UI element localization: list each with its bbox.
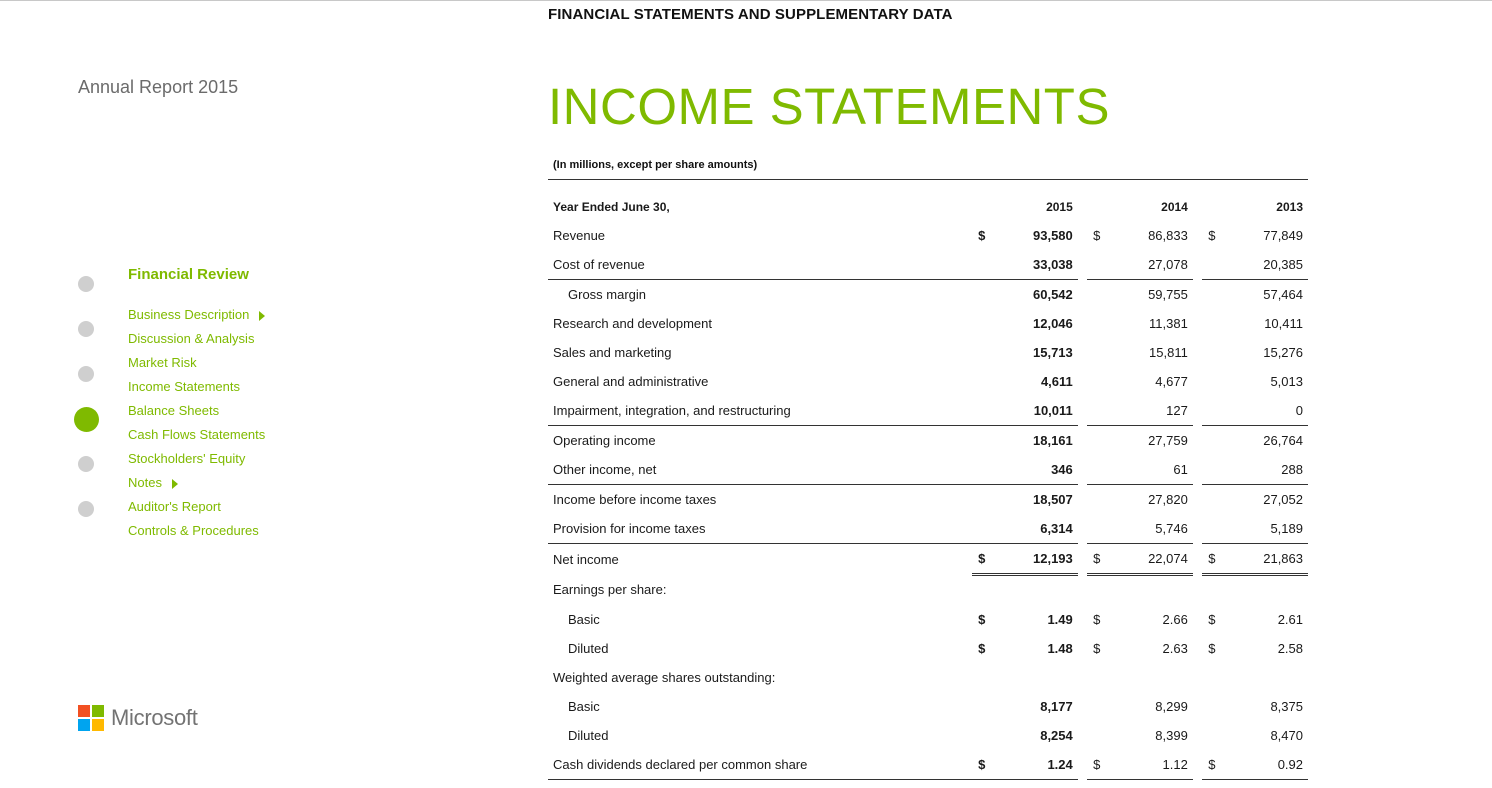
value-2015: 60,542: [991, 280, 1077, 310]
value-2013: 2.58: [1277, 641, 1303, 656]
row-label: Cost of revenue: [553, 257, 645, 272]
page-dot-5[interactable]: [78, 456, 94, 472]
nav-item-market-risk[interactable]: [128, 353, 265, 377]
nav-item-label: Controls & Procedures: [128, 523, 259, 538]
value-2013: 20,385: [1222, 250, 1309, 280]
value-2013: 0: [1222, 396, 1309, 426]
value-2015: 12,046: [1033, 316, 1073, 331]
currency-symbol: $: [972, 544, 991, 575]
table-row-cost-of-revenue: [548, 250, 1308, 280]
value-2014: 4,677: [1155, 374, 1188, 389]
table-row-research-development: [548, 309, 1308, 338]
currency-symbol: $: [1208, 641, 1216, 656]
currency-symbol: $: [1093, 641, 1101, 656]
nav-item-label: Notes: [128, 475, 162, 490]
section-title: FINANCIAL STATEMENTS AND SUPPLEMENTARY DATA: [548, 6, 953, 23]
nav-item-label: Business Description: [128, 307, 250, 322]
currency-symbol: $: [1208, 612, 1216, 627]
table-row-impairment: [548, 396, 1308, 426]
nav-item-label: Discussion & Analysis: [128, 331, 255, 346]
value-2013: 8,470: [1270, 728, 1303, 743]
value-2013: 26,764: [1222, 426, 1309, 456]
row-label: Other income, net: [553, 462, 657, 477]
value-2014: 8,399: [1155, 728, 1188, 743]
table-row-operating-income: [548, 426, 1308, 456]
currency-symbol: $: [972, 750, 991, 780]
nav-item-label: Cash Flows Statements: [128, 427, 266, 442]
page-dot-3[interactable]: [78, 366, 94, 382]
table-row-shares-heading: [548, 663, 1308, 692]
table-row-shares-basic: [548, 692, 1308, 721]
table-row-eps-diluted: [548, 634, 1308, 663]
value-2014: 1.12: [1106, 750, 1192, 780]
triangle-right-icon[interactable]: [172, 479, 178, 489]
value-2013: 0.92: [1222, 750, 1309, 780]
value-2014: 61: [1106, 455, 1192, 485]
divider: [548, 179, 1308, 180]
row-label: Sales and marketing: [553, 345, 672, 360]
value-2015: 33,038: [991, 250, 1077, 280]
year-2014: 2014: [1161, 200, 1188, 214]
value-2013: 8,375: [1270, 699, 1303, 714]
value-2013: 2.61: [1277, 612, 1303, 627]
value-2014: 8,299: [1155, 699, 1188, 714]
nav-item-stockholders-equity[interactable]: [128, 449, 265, 473]
currency-symbol: $: [1202, 544, 1221, 575]
row-label: Net income: [548, 544, 972, 575]
value-2014: 11,381: [1149, 316, 1188, 331]
row-label: Diluted: [568, 728, 609, 743]
table-row-provision-income-taxes: [548, 514, 1308, 544]
currency-symbol: $: [978, 641, 986, 656]
row-label: Income before income taxes: [548, 485, 972, 515]
row-label: Earnings per share:: [553, 582, 667, 598]
value-2015: 93,580: [1033, 228, 1073, 243]
nav-item-label: Balance Sheets: [128, 403, 220, 418]
page-dot-4-active[interactable]: [74, 407, 99, 432]
table-row-net-income: [548, 544, 1308, 575]
sidebar-nav: [128, 305, 265, 545]
table-row-cash-dividends: [548, 750, 1308, 780]
value-2013: 77,849: [1263, 228, 1303, 243]
row-label: Operating income: [548, 426, 972, 456]
header-label: Year Ended June 30,: [553, 200, 670, 214]
value-2015: 18,161: [991, 426, 1077, 456]
value-2015: 4,611: [1040, 374, 1073, 389]
currency-symbol: $: [1087, 750, 1106, 780]
currency-symbol: $: [1093, 612, 1101, 627]
value-2015: 8,254: [1040, 728, 1073, 743]
nav-item-label: Income Statements: [128, 379, 240, 394]
logo-wordmark: Microsoft: [111, 705, 198, 730]
page-dot-6[interactable]: [78, 501, 94, 517]
table-header-row: [548, 193, 1308, 221]
year-2015: 2015: [1046, 200, 1073, 214]
value-2015: 15,713: [1033, 345, 1073, 360]
nav-item-business-description[interactable]: [128, 305, 265, 329]
value-2015: 1.24: [991, 750, 1077, 780]
value-2014: 59,755: [1106, 280, 1192, 310]
table-row-general-administrative: [548, 367, 1308, 396]
value-2014: 5,746: [1106, 514, 1192, 544]
report-name: Annual Report 2015: [78, 77, 239, 97]
windows-logo-icon: [78, 705, 104, 731]
row-label: Revenue: [553, 228, 606, 243]
nav-item-balance-sheets[interactable]: [128, 401, 265, 425]
year-2013: 2013: [1276, 200, 1303, 214]
value-2014: 15,811: [1149, 345, 1188, 360]
value-2014: 22,074: [1106, 544, 1192, 575]
value-2013: 21,863: [1222, 544, 1309, 575]
table-row-shares-diluted: [548, 721, 1308, 750]
table-row-gross-margin: [548, 280, 1308, 310]
page-title: INCOME STATEMENTS: [548, 78, 1110, 135]
currency-symbol: $: [978, 228, 986, 243]
row-label: Cash dividends declared per common share: [548, 750, 972, 780]
currency-symbol: $: [978, 612, 986, 627]
row-label: Impairment, integration, and restructuring: [553, 403, 791, 418]
nav-item-notes[interactable]: [128, 473, 265, 497]
value-2014: 86,833: [1148, 228, 1188, 243]
value-2014: 127: [1106, 396, 1192, 426]
nav-item-label: Market Risk: [128, 355, 197, 370]
income-statement-table: [548, 193, 1308, 780]
value-2013: 10,411: [1264, 316, 1303, 331]
value-2015: 18,507: [991, 485, 1077, 515]
nav-item-cash-flows[interactable]: [128, 425, 265, 449]
value-2013: 27,052: [1222, 485, 1309, 515]
nav-item-discussion-analysis[interactable]: [128, 329, 265, 353]
nav-item-income-statements[interactable]: [128, 377, 265, 401]
value-2013: 15,276: [1263, 345, 1303, 360]
value-2015: 1.49: [1047, 612, 1073, 627]
value-2013: 5,013: [1270, 374, 1303, 389]
value-2014: 27,078: [1106, 250, 1192, 280]
nav-item-auditors-report[interactable]: [128, 497, 265, 521]
value-2013: 57,464: [1222, 280, 1309, 310]
table-row-other-income: [548, 455, 1308, 485]
row-label: Basic: [568, 612, 600, 627]
value-2015: 346: [991, 455, 1077, 485]
value-2015: 6,314: [991, 514, 1077, 544]
value-2015: 10,011: [991, 396, 1077, 426]
nav-item-label: Auditor's Report: [128, 499, 221, 514]
value-2014: 2.66: [1162, 612, 1188, 627]
table-row-eps-heading: [548, 575, 1308, 606]
row-label: Provision for income taxes: [553, 521, 706, 536]
units-note: (In millions, except per share amounts): [553, 159, 758, 171]
table-row-eps-basic: [548, 605, 1308, 634]
value-2015: 8,177: [1040, 699, 1073, 714]
value-2015: 12,193: [991, 544, 1077, 575]
value-2014: 27,759: [1106, 426, 1192, 456]
nav-item-label: Stockholders' Equity: [128, 451, 246, 466]
nav-item-controls-procedures[interactable]: [128, 521, 265, 545]
value-2014: 27,820: [1106, 485, 1192, 515]
table-row-revenue: [548, 221, 1308, 250]
value-2013: 288: [1222, 455, 1309, 485]
table-row-sales-marketing: [548, 338, 1308, 367]
row-label: Gross margin: [548, 280, 972, 310]
row-label: Basic: [568, 699, 600, 714]
value-2014: 2.63: [1162, 641, 1188, 656]
currency-symbol: $: [1208, 228, 1216, 243]
value-2013: 5,189: [1222, 514, 1309, 544]
value-2015: 1.48: [1047, 641, 1073, 656]
currency-symbol: $: [1087, 544, 1106, 575]
page-dot-1[interactable]: [78, 276, 94, 292]
page-dot-2[interactable]: [78, 321, 94, 337]
triangle-right-icon[interactable]: [259, 311, 265, 321]
row-label: General and administrative: [553, 374, 709, 389]
table-row-income-before-taxes: [548, 485, 1308, 515]
currency-symbol: $: [1202, 750, 1221, 780]
row-label: Weighted average shares outstanding:: [553, 670, 776, 685]
currency-symbol: $: [1093, 228, 1101, 243]
row-label: Diluted: [568, 641, 609, 656]
nav-heading-financial-review[interactable]: Financial Review: [128, 266, 249, 283]
row-label: Research and development: [553, 316, 712, 331]
